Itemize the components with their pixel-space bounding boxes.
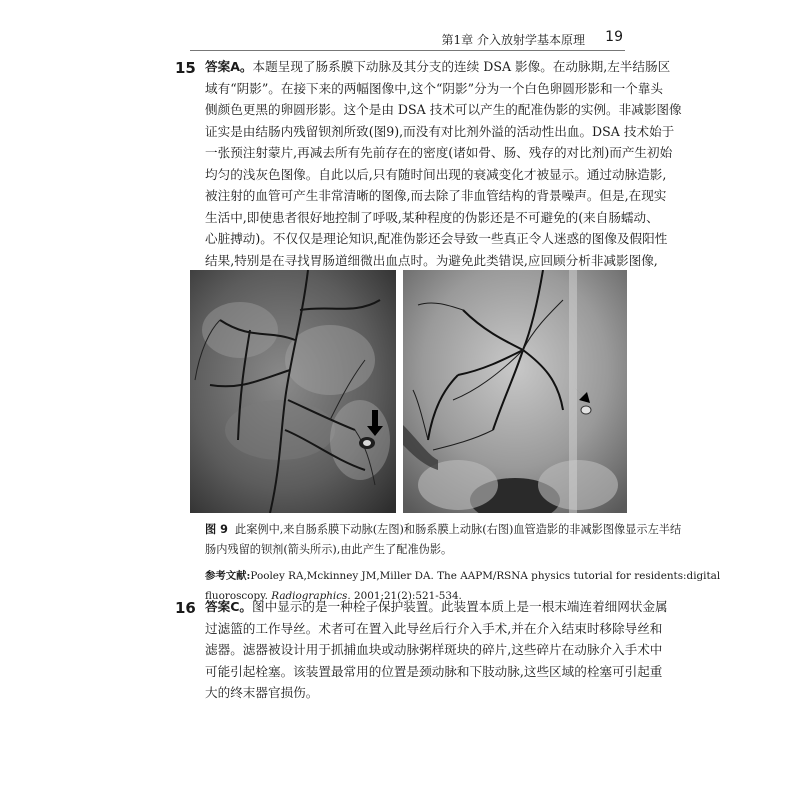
answer-line: 一张预注射蒙片,再减去所有先前存在的密度(诸如骨、肠、残存的对比剂)而产生初始 (205, 145, 673, 160)
answer-lead: 答案A。 (205, 59, 253, 74)
figure-9-caption (205, 520, 682, 560)
answer-line: 均匀的浅灰色图像。自此以后,只有随时间出现的衰减变化才被显示。通过动脉造影, (205, 166, 667, 182)
reference-line (205, 566, 721, 586)
answer-line: 侧颜色更黑的卵圆形影。这个是由 DSA 技术可以产生的配准伪影的实例。非减影图像 (205, 102, 682, 117)
answer-text: 图中显示的是一种栓子保护装置。此装置本质上是一根末端连着细网状金属 (252, 599, 668, 614)
angiogram-right-image (403, 270, 627, 513)
caption-line: 肠内残留的钡剂(箭头所示),由此产生了配准伪影。 (205, 543, 453, 556)
page-header (190, 28, 625, 51)
figure-9 (190, 270, 627, 513)
reference-text: Pooley RA,Mckinney JM,Miller DA. The AAPM/RSNA physics tutorial for residents:digital (250, 570, 721, 582)
answer-line (205, 56, 671, 78)
angiogram-left-image (190, 270, 396, 513)
question-16-answer (205, 596, 668, 704)
question-15-answer (205, 56, 682, 293)
reference-text: fluoroscopy. (205, 590, 272, 602)
answer-line (205, 596, 668, 618)
answer-line: 滤器。滤器被设计用于抓捕血块或动脉粥样斑块的碎片,这些碎片在动脉介入手术中 (205, 642, 663, 657)
answer-line: 结果,特别是在寻找胃肠道细微出血点时。为避免此类错误,应回顾分析非减影图像, (205, 252, 658, 268)
answer-text: 本题呈现了肠系膜下动脉及其分支的连续 DSA 影像。在动脉期,左半结肠区 (252, 59, 671, 74)
reference-label: 参考文献: (205, 570, 251, 582)
question-15-number: 15 (175, 59, 196, 77)
answer-line: 大的终末器官损伤。 (205, 685, 319, 700)
reference-text: . 2001;21(2):521-534. (347, 590, 462, 602)
journal-name: Radiographics (271, 590, 348, 602)
chapter-title: 第1章 介入放射学基本原理 (441, 33, 585, 47)
answer-lead: 答案C。 (205, 599, 253, 614)
answer-line: 可能引起栓塞。该装置最常用的位置是颈动脉和下肢动脉,这些区域的栓塞可引起重 (205, 663, 663, 679)
answer-line: 心脏搏动)。不仅仅是理论知识,配准伪影还会导致一些真正令人迷惑的图像及假阳性 (205, 231, 668, 246)
page-number: 19 (605, 29, 623, 45)
answer-line: 过滤篮的工作导丝。术者可在置入此导丝后行介入手术,并在介入结束时移除导丝和 (205, 620, 663, 636)
answer-line: 被注射的血管可产生非常清晰的图像,而去除了非血管结构的背景噪声。但是,在现实 (205, 188, 667, 203)
caption-line (205, 520, 682, 540)
answer-line: 生活中,即使患者很好地控制了呼吸,某种程度的伪影还是不可避免的(来自肠蠕动、 (205, 209, 659, 225)
caption-text: 此案例中,来自肠系膜下动脉(左图)和肠系膜上动脉(右图)血管造影的非减影图像显示左半结 (235, 523, 682, 536)
answer-line: 证实是由结肠内残留钡剂所致(图9),而没有对比剂外溢的活动性出血。DSA 技术始于 (205, 123, 675, 139)
question-16-number: 16 (175, 599, 196, 617)
answer-line: 域有“阴影”。在接下来的两幅图像中,这个“阴影”分为一个白色卵圆形影和一个靠头 (205, 80, 663, 96)
caption-label: 图 9 (205, 523, 228, 536)
